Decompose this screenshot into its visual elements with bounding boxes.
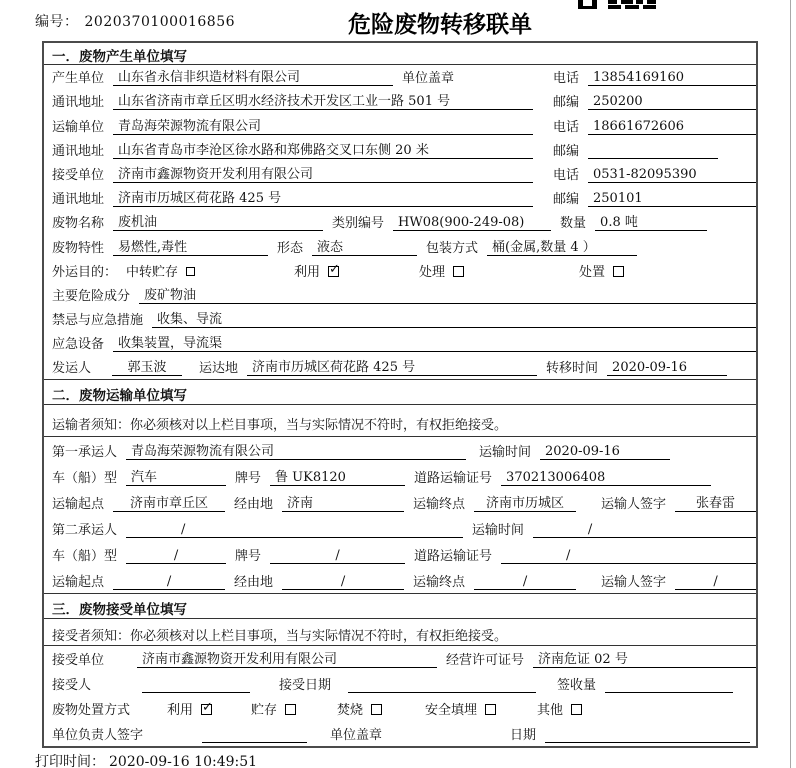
section2-header: 二．废物运输单位填写 (44, 379, 756, 405)
row-purpose (44, 259, 756, 283)
destination-value: 济南市历城区荷花路 425 号 (247, 356, 537, 376)
via-label: 经由地 (234, 575, 274, 591)
carrier1-label: 第一承运人 (52, 445, 118, 461)
receiver-value: 济南市鑫源物资开发利用有限公司 (113, 163, 533, 183)
transport-time1-value: 2020-09-16 (540, 444, 670, 460)
producer-phone-value: 13854169160 (588, 70, 756, 86)
row-accept-unit (44, 646, 756, 671)
producer-zip-value: 250200 (588, 94, 756, 110)
waste-property-value: 易燃性,毒性 (113, 236, 268, 256)
vehicle-type2-value: / (126, 548, 226, 564)
transporter-value: 青岛海荣源物流有限公司 (113, 115, 533, 135)
phone-label: 电话 (552, 167, 579, 183)
taboo-label: 禁忌与应急措施 (52, 313, 144, 329)
disposal-option-landfill (425, 699, 537, 718)
carrier1-value: 青岛海荣源物流有限公司 (126, 440, 466, 460)
transport-time-label: 运输时间 (478, 445, 531, 461)
consignor-value: 郭玉波 (112, 356, 182, 376)
section3-header: 三．废物接受单位填写 (44, 593, 756, 619)
unit-seal-label: 单位盖章 (330, 728, 383, 744)
purpose-option-treat (419, 261, 579, 280)
origin-label: 运输起点 (52, 497, 105, 513)
row-waste-name (44, 210, 756, 234)
origin-label: 运输起点 (52, 575, 105, 591)
option-text: 处理 (419, 264, 446, 280)
date-label: 日期 (509, 728, 536, 744)
purpose-option-dispose (579, 261, 624, 280)
receiver-notice: 接受者须知：你必须核对以上栏目事项，当与实际情况不符时，有权拒绝接受。 (44, 619, 756, 646)
zip-label: 邮编 (552, 95, 579, 111)
row-receiver-address (44, 186, 756, 210)
option-text: 处置 (579, 264, 606, 280)
recipient-value (142, 677, 250, 693)
vehicle-type-label: 车（船）型 (52, 549, 118, 565)
doc-number-label: 编号： (35, 14, 79, 30)
row-hazard (44, 283, 756, 307)
license-value: 济南危证 02 号 (533, 648, 756, 668)
origin2-value: / (113, 574, 225, 590)
transporter-zip-value (588, 143, 718, 159)
checkbox-icon (328, 266, 339, 277)
via1-value: 济南 (282, 492, 404, 512)
road-permit1-value: 370213006408 (501, 470, 711, 486)
transfer-time-value: 2020-09-16 (607, 360, 727, 376)
zip-label: 邮编 (552, 192, 579, 208)
seal-label: 单位盖章 (402, 71, 455, 87)
carrier2-label: 第二承运人 (52, 523, 118, 539)
disposal-option-store (251, 699, 337, 718)
page-title: 危险废物转移联单 (348, 12, 532, 38)
form-label: 形态 (277, 240, 304, 256)
receiver-zip-value: 250101 (588, 191, 756, 207)
row-route1 (44, 489, 756, 515)
row-disposal (44, 696, 756, 721)
row-responsible-sign (44, 721, 756, 746)
equipment-value: 收集装置，导流渠 (113, 332, 756, 352)
license-label: 经营许可证号 (446, 653, 525, 669)
row-consignor (44, 355, 756, 379)
signed-qty-value (605, 677, 733, 693)
producer-value: 山东省永信非织造材料有限公司 (113, 66, 393, 86)
terminus-label: 运输终点 (413, 575, 466, 591)
option-text: 焚烧 (337, 703, 364, 719)
road-permit2-value: / (501, 548, 756, 564)
waste-property-label: 废物特性 (52, 240, 105, 256)
row-vehicle2 (44, 541, 756, 567)
row-route2 (44, 567, 756, 593)
option-text: 中转贮存 (126, 264, 179, 280)
responsible-sign-value (202, 727, 307, 743)
checkbox-icon (285, 704, 296, 715)
checkbox-icon (613, 266, 624, 277)
taboo-value: 收集、导流 (152, 308, 756, 328)
option-text: 贮存 (251, 703, 278, 719)
row-receiver (44, 162, 756, 186)
accept-unit-value: 济南市鑫源物资开发利用有限公司 (137, 648, 437, 668)
terminus1-value: 济南市历城区 (474, 492, 576, 512)
row-vehicle1 (44, 463, 756, 489)
receiver-address-value: 济南市历城区荷花路 425 号 (113, 187, 533, 207)
row-taboo (44, 307, 756, 331)
signed-qty-label: 签收量 (557, 678, 597, 694)
receiver-phone-value: 0531-82095390 (588, 167, 756, 183)
row-transporter (44, 113, 756, 137)
plate2-value: / (270, 548, 405, 564)
terminus-label: 运输终点 (413, 497, 466, 513)
form-value: 液态 (312, 236, 417, 256)
accept-unit-label: 接受单位 (52, 653, 105, 669)
plate-label: 牌号 (235, 471, 262, 487)
disposal-option-utilize (167, 699, 251, 718)
row-carrier1 (44, 437, 756, 463)
recipient-label: 接受人 (52, 678, 92, 694)
vehicle-type1-value: 汽车 (126, 466, 226, 486)
category-code-value: HW08(900-249-08) (393, 215, 551, 231)
row-transporter-address (44, 138, 756, 162)
plate-label: 牌号 (235, 549, 262, 565)
equipment-label: 应急设备 (52, 337, 105, 353)
option-text: 利用 (167, 703, 194, 719)
checkbox-icon (186, 267, 195, 276)
quantity-value: 0.8 吨 (595, 211, 707, 231)
date-value (545, 727, 750, 743)
carrier-sign-label: 运输人签字 (601, 497, 667, 513)
via-label: 经由地 (234, 497, 274, 513)
option-text: 利用 (294, 264, 321, 280)
page-edge-divider (790, 0, 791, 768)
doc-number-value: 2020370100016856 (84, 14, 236, 30)
transporter-label: 运输单位 (52, 119, 105, 135)
receiver-label: 接受单位 (52, 167, 105, 183)
row-emergency-equipment (44, 331, 756, 355)
disposal-label: 废物处置方式 (52, 703, 131, 719)
quantity-label: 数量 (560, 216, 587, 232)
packing-value: 桶(金属,数量 4 ） (487, 236, 637, 256)
consignor-label: 发运人 (52, 361, 92, 377)
category-code-label: 类别编号 (332, 216, 385, 232)
transport-time-label: 运输时间 (471, 523, 524, 539)
carrier-sign-label: 运输人签字 (601, 575, 667, 591)
transfer-time-label: 转移时间 (546, 361, 599, 377)
destination-label: 运达地 (199, 361, 239, 377)
transfer-form (42, 41, 758, 748)
carrier-sign2-value: / (675, 574, 756, 590)
print-time (35, 751, 257, 768)
accept-date-label: 接受日期 (279, 678, 332, 694)
producer-address-value: 山东省济南市章丘区明水经济技术开发区工业一路 501 号 (113, 90, 533, 110)
plate1-value: 鲁 UK8120 (270, 466, 405, 486)
checkbox-icon (485, 704, 496, 715)
phone-label: 电话 (552, 119, 579, 135)
zip-label: 邮编 (552, 143, 579, 159)
terminus2-value: / (474, 574, 576, 590)
address-label: 通讯地址 (52, 143, 105, 159)
option-text: 安全填埋 (425, 703, 478, 719)
transporter-phone-value: 18661672606 (588, 119, 756, 135)
phone-label: 电话 (552, 71, 579, 87)
disposal-option-other (537, 699, 582, 718)
waste-name-label: 废物名称 (52, 216, 105, 232)
qr-code-fragment-icon (578, 0, 656, 10)
responsible-sign-label: 单位负责人签字 (52, 728, 144, 744)
print-time-value: 2020-09-16 10:49:51 (109, 754, 258, 768)
transport-time2-value: / (533, 522, 756, 538)
checkbox-icon (201, 704, 212, 715)
disposal-option-incinerate (337, 699, 425, 718)
carrier-sign1-value: 张春雷 (675, 492, 756, 512)
vehicle-type-label: 车（船）型 (52, 471, 118, 487)
purpose-label: 外运目的： (52, 264, 118, 280)
row-producer-address (44, 89, 756, 113)
road-permit-label: 道路运输证号 (414, 549, 493, 565)
checkbox-icon (453, 266, 464, 277)
carrier2-value: / (126, 522, 463, 538)
purpose-option-utilize (294, 261, 419, 280)
checkbox-icon (571, 704, 582, 715)
producer-label: 产生单位 (52, 71, 105, 87)
road-permit-label: 道路运输证号 (414, 471, 493, 487)
address-label: 通讯地址 (52, 192, 105, 208)
waste-name-value: 废机油 (113, 211, 323, 231)
row-producer (44, 65, 756, 89)
section1-header: 一．废物产生单位填写 (44, 43, 756, 65)
print-time-label: 打印时间： (35, 754, 105, 768)
transporter-address-value: 山东省青岛市李沧区徐水路和郑佛路交叉口东侧 20 米 (113, 139, 533, 159)
purpose-option-transfer-storage (126, 261, 294, 280)
row-recipient (44, 671, 756, 696)
origin1-value: 济南市章丘区 (113, 492, 225, 512)
checkbox-icon (371, 704, 382, 715)
hazard-label: 主要危险成分 (52, 288, 131, 304)
row-waste-property (44, 234, 756, 258)
address-label: 通讯地址 (52, 95, 105, 111)
via2-value: / (282, 574, 404, 590)
accept-date-value (348, 677, 536, 693)
row-carrier2 (44, 515, 756, 541)
transporter-notice: 运输者须知：你必须核对以上栏目事项，当与实际情况不符时，有权拒绝接受。 (44, 405, 756, 437)
packing-label: 包装方式 (426, 240, 479, 256)
hazard-value: 废矿物油 (139, 284, 756, 304)
option-text: 其他 (537, 703, 564, 719)
